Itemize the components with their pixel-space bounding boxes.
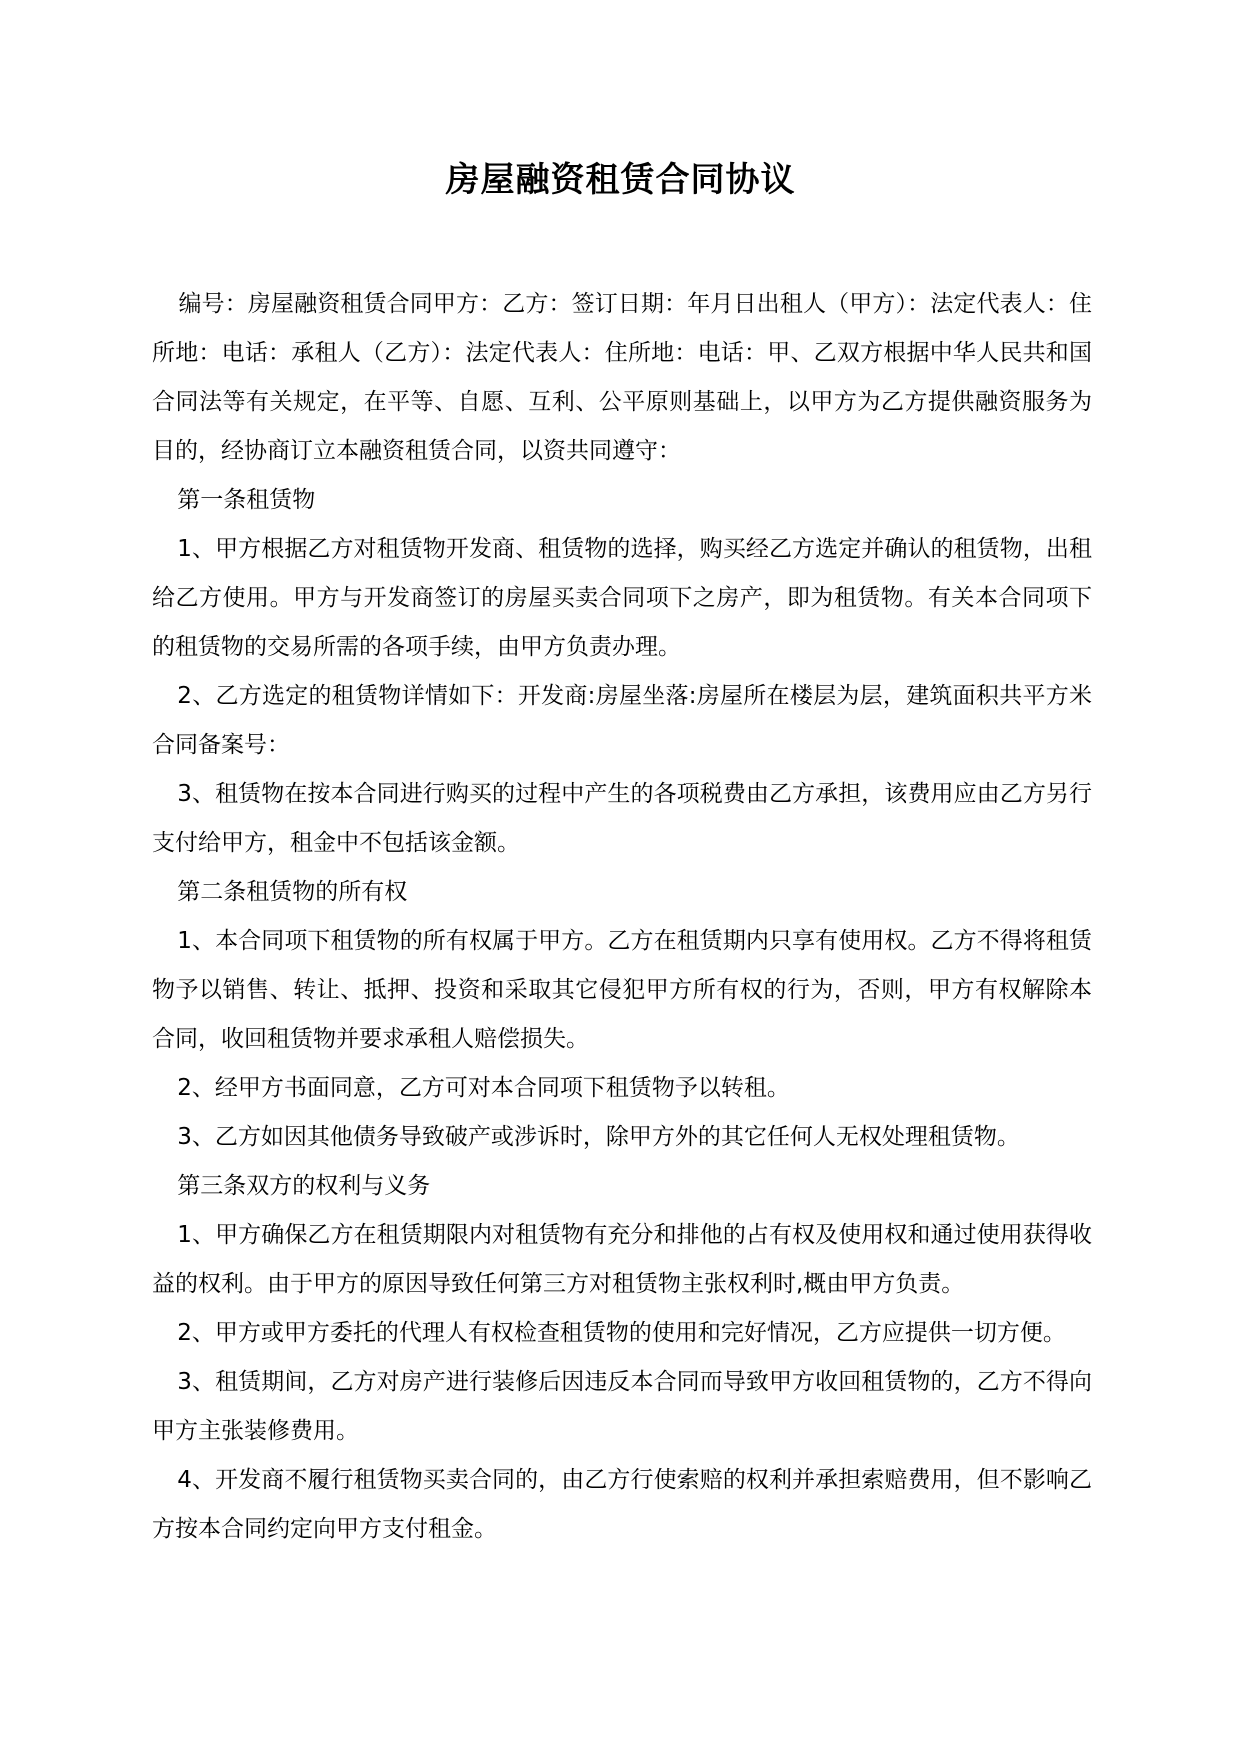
- article-3-clause-2: 2、甲方或甲方委托的代理人有权检查租赁物的使用和完好情况，乙方应提供一切方便。: [177, 1320, 1066, 1346]
- article-3-clause-3: 3、租赁期间，乙方对房产进行装修后因违反本合同而导致甲方收回租赁物的，乙方不得向甲方主张装修费用。: [152, 1369, 1092, 1444]
- article-1-clause-3: 3、租赁物在按本合同进行购买的过程中产生的各项税费由乙方承担，该费用应由乙方另行支付给甲方，租金中不包括该金额。: [152, 781, 1092, 856]
- article-3-clause-1: 1、甲方确保乙方在租赁期限内对租赁物有充分和排他的占有权及使用权和通过使用获得收益的权利。由于甲方的原因导致任何第三方对租赁物主张权利时,概由甲方负责。: [152, 1222, 1092, 1297]
- article-1-clause-2: 2、乙方选定的租赁物详情如下：开发商:房屋坐落:房屋所在楼层为层，建筑面积共平方米合同备案号：: [152, 683, 1092, 758]
- document-body: [152, 280, 1092, 1554]
- article-1-heading: 第一条租赁物: [177, 487, 316, 513]
- article-1-clause-1: 1、甲方根据乙方对租赁物开发商、租赁物的选择，购买经乙方选定并确认的租赁物，出租给乙方使用。甲方与开发商签订的房屋买卖合同项下之房产，即为租赁物。有关本合同项下的租赁物的交易所需的各项手续，由甲方负责办理。: [152, 536, 1092, 660]
- article-3-heading: 第三条双方的权利与义务: [177, 1173, 431, 1199]
- article-2-heading: 第二条租赁物的所有权: [177, 879, 408, 905]
- article-3-clause-4: 4、开发商不履行租赁物买卖合同的，由乙方行使索赔的权利并承担索赔费用，但不影响乙方按本合同约定向甲方支付租金。: [152, 1467, 1092, 1542]
- article-2-clause-1: 1、本合同项下租赁物的所有权属于甲方。乙方在租赁期内只享有使用权。乙方不得将租赁物予以销售、转让、抵押、投资和采取其它侵犯甲方所有权的行为，否则，甲方有权解除本合同，收回租赁物并要求承租人赔偿损失。: [152, 928, 1092, 1052]
- document-title: 房屋融资租赁合同协议: [445, 160, 796, 200]
- intro-paragraph: 编号：房屋融资租赁合同甲方：乙方：签订日期：年月日出租人（甲方）：法定代表人：住所地：电话：承租人（乙方）：法定代表人：住所地：电话：甲、乙双方根据中华人民共和国合同法等有关规定，在平等、自愿、互利、公平原则基础上，以甲方为乙方提供融资服务为目的，经协商订立本融资租赁合同，以资共同遵守：: [152, 291, 1092, 464]
- article-2-clause-2: 2、经甲方书面同意，乙方可对本合同项下租赁物予以转租。: [177, 1075, 790, 1101]
- article-2-clause-3: 3、乙方如因其他债务导致破产或涉诉时，除甲方外的其它任何人无权处理租赁物。: [177, 1124, 1020, 1150]
